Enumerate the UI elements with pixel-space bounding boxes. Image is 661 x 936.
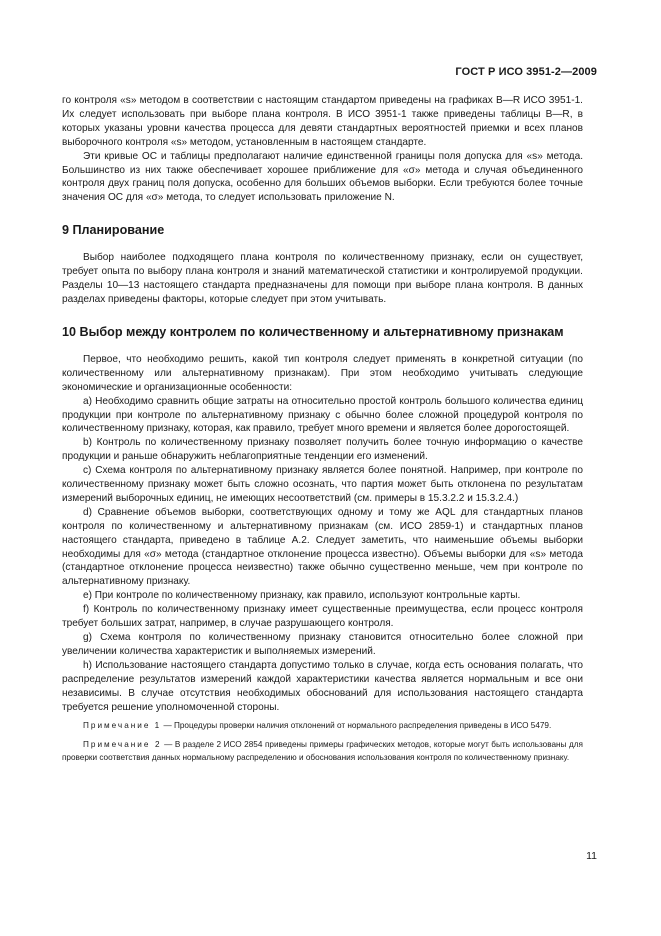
note-1-label: Примечание 1 — [83, 721, 162, 731]
page-number: 11 — [586, 850, 597, 862]
list-item-c: c) Схема контроля по альтернативному признаку является более понятной. Например, при контроле по количественному признаку может быть сложно осознать, что партия может быть отклонена по результатам измерений выборочных единиц, не имеющих несоответствий (см. примеры в 15.3.2.2 и 15.3.2.4.) — [62, 465, 583, 504]
document-header: ГОСТ Р ИСО 3951-2—2009 — [455, 66, 597, 78]
note-1 — [62, 720, 583, 733]
list-item-h: h) Использование настоящего стандарта допустимо только в случае, когда есть основания полагать, что распределение результатов измерений каждой характеристики качества является нормальным и все они независимы. В случае отсутствия необходимых обоснований для использования настоящего стандарта требуется решение уполномоченной стороны. — [62, 659, 583, 713]
section-10-intro: Первое, что необходимо решить, какой тип контроля следует применять в конкретной ситуации (по количественному или альтернативному признакам). При этом необходимо учитывать следующие экономические и организационные особенности: — [62, 353, 583, 393]
list-item-a: a) Необходимо сравнить общие затраты на относительно простой контроль большого количества единиц продукции при контроле по альтернативному признаку с обычно более сложной процедурой контроля по количественному признаку, которая, как правило, требует много времени и является более дорогостоящей. — [62, 395, 583, 435]
section-9-paragraph: Выбор наиболее подходящего плана контроля по количественному признаку, если он существует, требует опыта по выбору плана контроля и знаний математической статистики и контролируемой продукции. Разделы 10—13 настоящего стандарта предназначены для помощи при выборе плана контроля. В данных разделах приведены факторы, которые следует при этом учитывать. — [62, 252, 583, 305]
list-item-g: g) Схема контроля по количественному признаку становится относительно более сложной при увеличении количества характеристик и выполняемых измерений. — [62, 632, 583, 657]
note-2-text: — В разделе 2 ИСО 2854 приведены примеры графических методов, которые могут быть использованы для проверки соответствия данных нормальному распределению и обоснования использования контроля по количественному признаку. — [62, 740, 583, 762]
note-2 — [62, 739, 583, 764]
note-2-label: Примечание 2 — [83, 740, 162, 750]
list-item-d: d) Сравнение объемов выборки, соответствующих одному и тому же AQL для стандартных планов контроля по количественному и альтернативному признакам (см. ИСО 2859-1) и стандартных планов настоящего стандарта, приведено в таблице А.2. Следует заметить, что наименьшие объемы выборки необходимы для «σ» метода (стандартное отклонение процесса известно). Объемы выборки для «s» метода (стандартное отклонение процесса неизвестно) также обычно существенно меньше, чем при контроле по альтернативному признаку. — [62, 506, 583, 588]
section-9-title: 9 Планирование — [62, 223, 165, 238]
page-body — [62, 94, 583, 764]
list-item-b: b) Контроль по количественному признаку позволяет получить более точную информацию о качестве продукции и раньше обнаружить неблагоприятные тенденции его изменений. — [62, 437, 583, 463]
list-item-f: f) Контроль по количественному признаку имеет существенные преимущества, если процесс контроля требует больших затрат, например, в случае разрушающего контроля. — [62, 604, 583, 630]
list-item-e: e) При контроле по количественному признаку, как правило, используют контрольные карты. — [83, 590, 521, 602]
note-1-text: — Процедуры проверки наличия отклонений от нормального распределения приведены в ИСО 5479. — [161, 721, 552, 731]
intro-paragraph-1: го контроля «s» методом в соответствии с настоящим стандартом приведены на графиках В—R ИСО 3951-1. Их следует использовать при выборе плана контроля. В ИСО 3951-1 также приведены таблицы В—R, в которых указаны уровни качества процесса для девяти стандартных вероятностей приемки и всех планов выборочного контроля «s» методом, установленным в настоящем стандарте. — [62, 95, 583, 148]
section-10-title: 10 Выбор между контролем по количественному и альтернативному признакам — [62, 324, 564, 339]
intro-paragraph-2: Эти кривые ОС и таблицы предполагают наличие единственной границы поля допуска для «s» метода. Большинство из них также обеспечивает хорошее приближение для «σ» метода и случая объединенного контроля двух границ поля допуска, особенно для больших объемов выборки. Если требуются более точные значения ОС для «σ» метода, то следует использовать приложение N. — [62, 150, 583, 204]
